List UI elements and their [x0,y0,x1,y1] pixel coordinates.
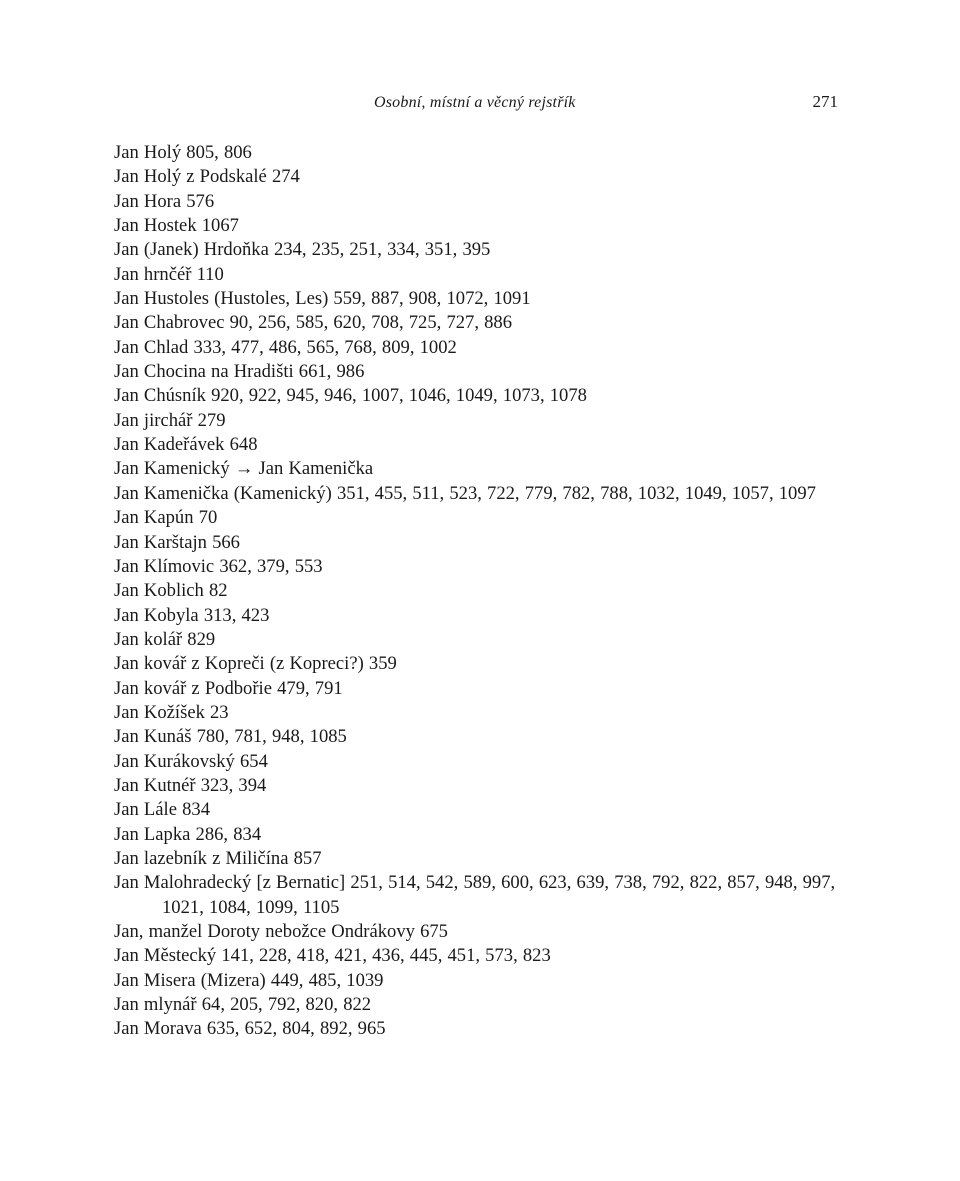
index-entry: Jan lazebník z Miličína 857 [114,847,322,869]
index-entry: Jan Hustoles (Hustoles, Les) 559, 887, 908, 1072, 1091 [114,288,531,310]
index-entry: Jan Kadeřávek 648 [114,434,258,456]
index-entry: Jan mlynář 64, 205, 792, 820, 822 [114,994,372,1016]
index-entry: Jan Hostek 1067 [114,215,239,237]
index-entry: Jan hrnčéř 110 [114,263,224,285]
index-entry: Jan Kamenička (Kamenický) 351, 455, 511, 523, 722, 779, 782, 788, 1032, 1049, 1057, 1097 [114,482,816,504]
index-entry: Jan Klímovic 362, 379, 553 [114,555,323,577]
index-entry: Jan Lapka 286, 834 [114,823,262,845]
index-entry: Jan (Janek) Hrdoňka 234, 235, 251, 334, 351, 395 [114,239,491,261]
index-entry: Jan kovář z Podbořie 479, 791 [114,677,343,699]
index-entry: Jan Koblich 82 [114,580,228,602]
index-entry: Jan Chocina na Hradišti 661, 986 [114,361,365,383]
index-entry: Jan Kožíšek 23 [114,701,229,723]
running-head [0,92,960,118]
index-entry: Jan Kutnéř 323, 394 [114,774,267,796]
index-entry: Jan Městecký 141, 228, 418, 421, 436, 445, 451, 573, 823 [114,945,551,967]
index-entry: Jan Chúsník 920, 922, 945, 946, 1007, 1046, 1049, 1073, 1078 [114,385,587,407]
index-entry: Jan Chlad 333, 477, 486, 565, 768, 809, 1002 [114,336,457,358]
index-entry: Jan Chabrovec 90, 256, 585, 620, 708, 725, 727, 886 [114,312,513,334]
running-title: Osobní, místní a věcný rejstřík [374,94,576,111]
index-entry: Jan Kurákovský 654 [114,750,268,772]
index-entry: Jan Hora 576 [114,190,215,212]
index-entry: Jan Holý 805, 806 [114,142,252,163]
page-number: 271 [812,92,838,111]
index-entry: Jan Lále 834 [114,799,211,821]
index-entry-cross-reference: Jan Kamenický → Jan Kamenička [114,458,374,480]
index-entry: Jan, manžel Doroty nebožce Ondrákovy 675 [114,921,448,942]
index-entry: Jan Kunáš 780, 781, 948, 1085 [114,726,347,748]
index-entry: Jan kovář z Kopreči (z Kopreci?) 359 [114,653,397,675]
index-entry: Jan Holý z Podskalé 274 [114,166,300,188]
index-entry: Jan Morava 635, 652, 804, 892, 965 [114,1018,386,1040]
index-entry: Jan Kobyla 313, 423 [114,604,270,626]
index-entry: Jan jirchář 279 [114,409,226,431]
index-entry: Jan kolář 829 [114,628,216,650]
index-entry: Jan Malohradecký [z Bernatic] 251, 514, 542, 589, 600, 623, 639, 738, 792, 822, 857, 948, 997, 1021, 1084, 1099, 1105 [114,872,836,918]
index-entry: Jan Kapún 70 [114,507,218,529]
index-entry: Jan Misera (Mizera) 449, 485, 1039 [114,969,384,991]
index-entry-list [114,141,844,1042]
index-entry: Jan Karštajn 566 [114,531,240,553]
